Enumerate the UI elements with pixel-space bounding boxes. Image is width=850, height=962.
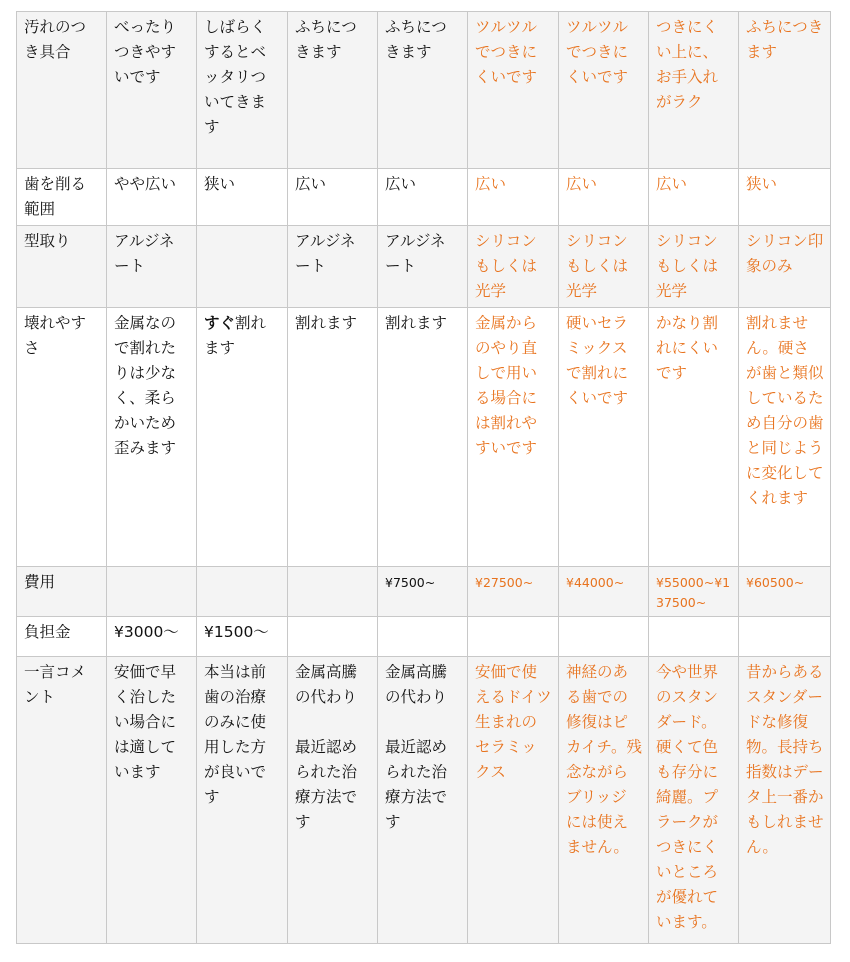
table-cell: 硬いセラミックスで割れにくいです	[559, 308, 649, 567]
table-cell: ¥3000〜	[107, 617, 197, 657]
table-cell: アルジネート	[107, 226, 197, 308]
table-cell: 金属高騰の代わり 最近認められた治療方法です	[378, 657, 468, 944]
table-cell: しばらくするとベッタリついてきます	[197, 12, 288, 169]
table-cell	[468, 617, 559, 657]
table-cell: 広い	[288, 169, 378, 226]
table-cell: ツルツルでつきにくいです	[468, 12, 559, 169]
row-cut-range	[17, 169, 831, 226]
table-cell: 安価で使えるドイツ生まれのセラミックス	[468, 657, 559, 944]
comparison-table	[16, 11, 831, 944]
table-cell: かなり割れにくいです	[649, 308, 739, 567]
table-cell	[378, 617, 468, 657]
table-cell: 金属からのやり直しで用いる場合には割れやすいです	[468, 308, 559, 567]
table-cell: ¥27500~	[468, 567, 559, 617]
table-cell: 金属なので割れたりは少なく、柔らかいため歪みます	[107, 308, 197, 567]
emphasis-text: すぐ	[204, 314, 236, 332]
row-cost	[17, 567, 831, 617]
row-fragility	[17, 308, 831, 567]
table-cell: 神経のある歯での修復はピカイチ。残念ながらブリッジには使えません。	[559, 657, 649, 944]
table-cell: 今や世界のスタンダード。硬くて色も存分に綺麗。プラークがつきにくいところが優れています。	[649, 657, 739, 944]
table-cell: ツルツルでつきにくいです	[559, 12, 649, 169]
table-cell: 広い	[559, 169, 649, 226]
row-label: 汚れのつき具合	[17, 12, 107, 169]
table-cell: ¥60500~	[739, 567, 831, 617]
table-cell	[288, 617, 378, 657]
table-cell: 狭い	[197, 169, 288, 226]
table-cell: 安価で早く治したい場合には適しています	[107, 657, 197, 944]
row-label: 歯を削る範囲	[17, 169, 107, 226]
table-cell: ふちにつきます	[288, 12, 378, 169]
table-cell: シリコンもしくは光学	[559, 226, 649, 308]
table-cell: シリコンもしくは光学	[649, 226, 739, 308]
table-cell: 広い	[378, 169, 468, 226]
table-cell: ふちにつきます	[378, 12, 468, 169]
table-cell: 昔からあるスタンダードな修復物。長持ち指数はデータ上一番かもしれません。	[739, 657, 831, 944]
row-copay	[17, 617, 831, 657]
row-label: 型取り	[17, 226, 107, 308]
table-cell: シリコンもしくは光学	[468, 226, 559, 308]
table-cell: ふちにつきます	[739, 12, 831, 169]
table-cell: 割れます	[378, 308, 468, 567]
row-stain	[17, 12, 831, 169]
comparison-table-wrapper	[16, 11, 831, 944]
table-cell	[288, 567, 378, 617]
table-cell	[197, 308, 288, 567]
table-cell: アルジネート	[288, 226, 378, 308]
table-cell	[559, 617, 649, 657]
table-cell	[739, 617, 831, 657]
table-cell: 本当は前歯の治療のみに使用した方が良いです	[197, 657, 288, 944]
table-cell: 金属高騰の代わり 最近認められた治療方法です	[288, 657, 378, 944]
table-cell: べったりつきやすいです	[107, 12, 197, 169]
table-cell: やや広い	[107, 169, 197, 226]
row-label: 費用	[17, 567, 107, 617]
table-cell	[197, 567, 288, 617]
table-cell: ¥44000~	[559, 567, 649, 617]
table-cell: ¥1500〜	[197, 617, 288, 657]
row-label: 一言コメント	[17, 657, 107, 944]
table-cell: 割れません。硬さが歯と類似しているため自分の歯と同じように変化してくれます	[739, 308, 831, 567]
row-impression	[17, 226, 831, 308]
table-cell: シリコン印象のみ	[739, 226, 831, 308]
table-cell	[107, 567, 197, 617]
cell-text: 割れます	[204, 314, 267, 357]
table-cell: アルジネート	[378, 226, 468, 308]
table-cell: ¥55000~¥137500~	[649, 567, 739, 617]
table-cell	[197, 226, 288, 308]
row-comment	[17, 657, 831, 944]
table-cell: 広い	[649, 169, 739, 226]
table-cell: 広い	[468, 169, 559, 226]
table-cell: 狭い	[739, 169, 831, 226]
table-cell: ¥7500~	[378, 567, 468, 617]
row-label: 壊れやすさ	[17, 308, 107, 567]
table-cell: 割れます	[288, 308, 378, 567]
table-cell: つきにくい上に、お手入れがラク	[649, 12, 739, 169]
table-cell	[649, 617, 739, 657]
row-label: 負担金	[17, 617, 107, 657]
